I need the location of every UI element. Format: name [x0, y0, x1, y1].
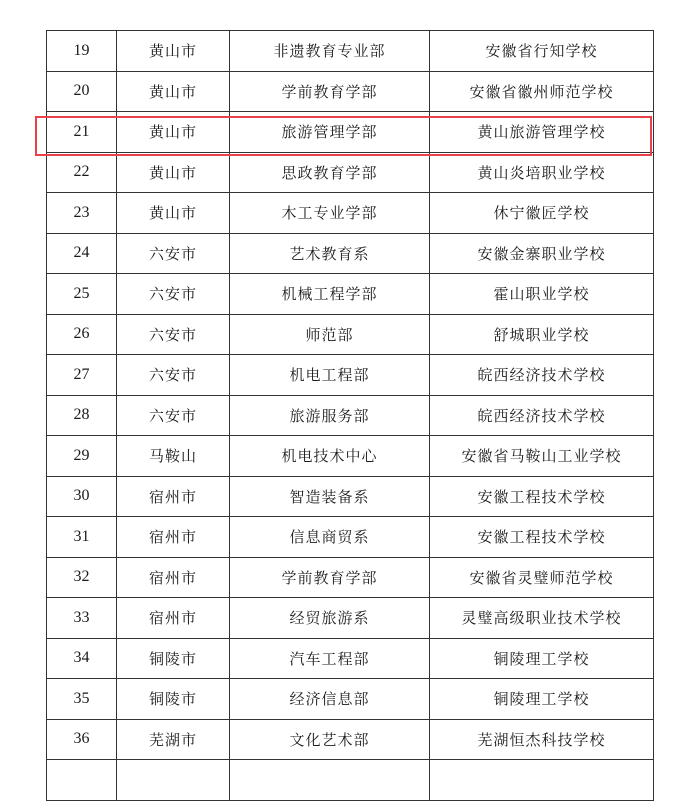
city-cell	[117, 760, 230, 801]
table-row	[47, 679, 654, 720]
school-cell: 安徽工程技术学校	[430, 517, 654, 558]
department-cell: 机械工程学部	[230, 274, 430, 315]
school-cell: 黄山炎培职业学校	[430, 152, 654, 193]
department-cell: 经贸旅游系	[230, 598, 430, 639]
table-row	[47, 233, 654, 274]
city-cell: 马鞍山	[117, 436, 230, 477]
department-cell: 机电工程部	[230, 355, 430, 396]
row-number-cell: 36	[47, 719, 117, 760]
school-cell: 皖西经济技术学校	[430, 395, 654, 436]
table-row	[47, 557, 654, 598]
city-cell: 宿州市	[117, 476, 230, 517]
row-number-cell: 33	[47, 598, 117, 639]
city-cell: 黄山市	[117, 71, 230, 112]
row-number-cell: 19	[47, 31, 117, 72]
school-cell: 安徽金寨职业学校	[430, 233, 654, 274]
table-row	[47, 598, 654, 639]
row-number-cell: 27	[47, 355, 117, 396]
city-cell: 六安市	[117, 274, 230, 315]
department-cell: 艺术教育系	[230, 233, 430, 274]
institution-table	[46, 30, 654, 801]
department-cell	[230, 760, 430, 801]
row-number-cell: 32	[47, 557, 117, 598]
table-row	[47, 193, 654, 234]
school-cell: 霍山职业学校	[430, 274, 654, 315]
row-number-cell: 35	[47, 679, 117, 720]
row-number-cell: 34	[47, 638, 117, 679]
row-number-cell: 28	[47, 395, 117, 436]
city-cell: 宿州市	[117, 557, 230, 598]
school-cell: 休宁徽匠学校	[430, 193, 654, 234]
school-cell: 黄山旅游管理学校	[430, 112, 654, 153]
table-row	[47, 31, 654, 72]
city-cell: 黄山市	[117, 193, 230, 234]
department-cell: 信息商贸系	[230, 517, 430, 558]
school-cell: 安徽省灵璧师范学校	[430, 557, 654, 598]
table-row	[47, 112, 654, 153]
department-cell: 旅游管理学部	[230, 112, 430, 153]
city-cell: 六安市	[117, 233, 230, 274]
school-cell: 安徽省行知学校	[430, 31, 654, 72]
city-cell: 黄山市	[117, 31, 230, 72]
table-row	[47, 436, 654, 477]
table-row	[47, 719, 654, 760]
school-cell: 舒城职业学校	[430, 314, 654, 355]
table-row	[47, 152, 654, 193]
city-cell: 黄山市	[117, 152, 230, 193]
department-cell: 汽车工程部	[230, 638, 430, 679]
row-number-cell: 21	[47, 112, 117, 153]
city-cell: 芜湖市	[117, 719, 230, 760]
school-cell: 安徽工程技术学校	[430, 476, 654, 517]
table-row	[47, 274, 654, 315]
table-row	[47, 476, 654, 517]
department-cell: 机电技术中心	[230, 436, 430, 477]
row-number-cell: 29	[47, 436, 117, 477]
school-cell: 皖西经济技术学校	[430, 355, 654, 396]
school-cell: 安徽省徽州师范学校	[430, 71, 654, 112]
city-cell: 宿州市	[117, 517, 230, 558]
row-number-cell: 30	[47, 476, 117, 517]
table-row	[47, 314, 654, 355]
table-body	[47, 31, 654, 801]
school-cell	[430, 760, 654, 801]
department-cell: 经济信息部	[230, 679, 430, 720]
city-cell: 六安市	[117, 355, 230, 396]
table-row	[47, 71, 654, 112]
city-cell: 黄山市	[117, 112, 230, 153]
city-cell: 宿州市	[117, 598, 230, 639]
table-row	[47, 355, 654, 396]
city-cell: 铜陵市	[117, 638, 230, 679]
department-cell: 学前教育学部	[230, 557, 430, 598]
school-cell: 铜陵理工学校	[430, 638, 654, 679]
row-number-cell	[47, 760, 117, 801]
department-cell: 旅游服务部	[230, 395, 430, 436]
row-number-cell: 26	[47, 314, 117, 355]
school-cell: 灵璧高级职业技术学校	[430, 598, 654, 639]
table-row	[47, 517, 654, 558]
department-cell: 文化艺术部	[230, 719, 430, 760]
department-cell: 非遗教育专业部	[230, 31, 430, 72]
department-cell: 智造装备系	[230, 476, 430, 517]
row-number-cell: 31	[47, 517, 117, 558]
school-cell: 芜湖恒杰科技学校	[430, 719, 654, 760]
department-cell: 思政教育学部	[230, 152, 430, 193]
department-cell: 师范部	[230, 314, 430, 355]
city-cell: 六安市	[117, 395, 230, 436]
department-cell: 木工专业学部	[230, 193, 430, 234]
table-row	[47, 395, 654, 436]
table-row	[47, 638, 654, 679]
school-cell: 安徽省马鞍山工业学校	[430, 436, 654, 477]
row-number-cell: 24	[47, 233, 117, 274]
city-cell: 六安市	[117, 314, 230, 355]
row-number-cell: 23	[47, 193, 117, 234]
row-number-cell: 22	[47, 152, 117, 193]
school-cell: 铜陵理工学校	[430, 679, 654, 720]
institution-table-container	[46, 30, 653, 801]
row-number-cell: 20	[47, 71, 117, 112]
city-cell: 铜陵市	[117, 679, 230, 720]
row-number-cell: 25	[47, 274, 117, 315]
table-row	[47, 760, 654, 801]
department-cell: 学前教育学部	[230, 71, 430, 112]
